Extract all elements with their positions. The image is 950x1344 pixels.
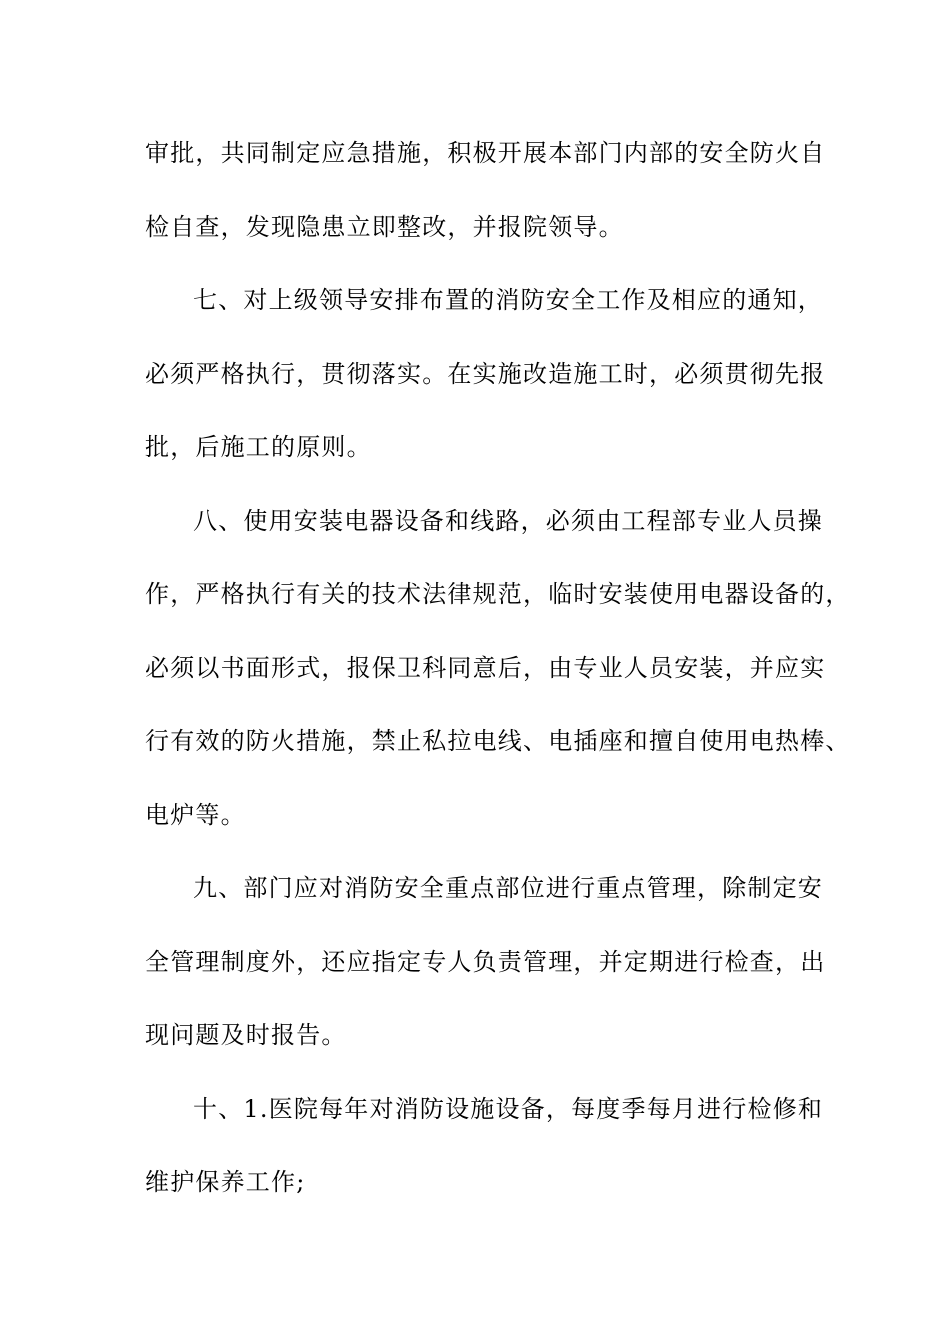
text-line-5: 批，后施工的原则。 [145, 433, 372, 461]
text-line-7: 作，严格执行有关的技术法律规范，临时安装使用电器设备的， [145, 580, 851, 608]
document-body [145, 130, 851, 1233]
text-line-6: 八、使用安装电器设备和线路，必须由工程部专业人员操 [193, 506, 823, 535]
text-line-12: 全管理制度外，还应指定专人负责管理，并定期进行检查，出 [145, 947, 826, 976]
text-line-8: 必须以书面形式，报保卫科同意后，由专业人员安装，并应实 [145, 653, 826, 682]
text-line-3: 七、对上级领导安排布置的消防安全工作及相应的通知， [193, 286, 823, 314]
text-line-9: 行有效的防火措施，禁止私拉电线、电插座和擅自使用电热棒、 [145, 727, 851, 755]
text-line-2: 检自查，发现隐患立即整改，并报院领导。 [145, 212, 624, 241]
text-line-4: 必须严格执行，贯彻落实。在实施改造施工时，必须贯彻先报 [145, 359, 826, 388]
text-line-10: 电炉等。 [145, 800, 246, 829]
text-line-11: 九、部门应对消防安全重点部位进行重点管理，除制定安 [193, 874, 823, 902]
text-line-15: 维护保养工作; [145, 1168, 306, 1196]
text-line-1: 审批，共同制定应急措施，积极开展本部门内部的安全防火自 [145, 139, 826, 167]
text-line-14: 十、1.医院每年对消防设施设备，每度季每月进行检修和 [193, 1094, 824, 1123]
text-line-13: 现问题及时报告。 [145, 1021, 347, 1049]
